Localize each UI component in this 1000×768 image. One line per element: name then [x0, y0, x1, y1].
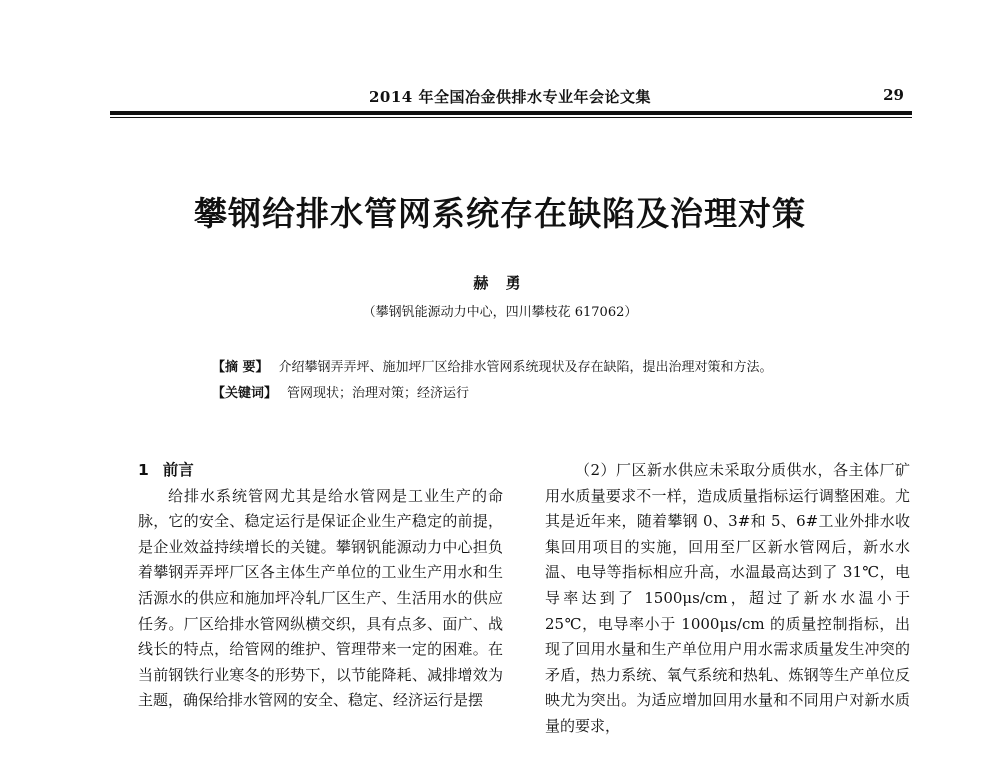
article-title: 攀钢给排水管网系统存在缺陷及治理对策 [194, 194, 806, 233]
abstract [212, 356, 773, 375]
abstract-text: 介绍攀钢弄弄坪、施加坪厂区给排水管网系统现状及存在缺陷，提出治理对策和方法。 [278, 360, 773, 375]
journal-title: 2014 年全国冶金供排水专业年会论文集 [369, 88, 651, 106]
abstract-label: 【摘 要】 [212, 360, 269, 375]
left-column [138, 458, 503, 714]
keywords-label: 【关键词】 [212, 386, 278, 401]
body-paragraph-left: 给排水系统管网尤其是给水管网是工业生产的命脉，它的安全、稳定运行是保证企业生产稳定的前提，是企业效益持续增长的关键。攀钢钒能源动力中心担负着攀钢弄弄坪厂区各主体生产单位的工业生产用水和生活源水的供应和施加坪冷轧厂区生产、生活用水的供应任务。厂区给排水管网纵横交织，具有点多、面广、战线长的特点，给管网的维护、管理带来一定的困难。在当前钢铁行业寒冬的形势下，以节能降耗、减排增效为主题，确保给排水管网的安全、稳定、经济运行是摆 [138, 486, 503, 710]
keywords-text: 管网现状；治理对策；经济运行 [287, 386, 470, 401]
author-affiliation: （攀钢钒能源动力中心，四川攀枝花 617062） [362, 305, 638, 320]
body-paragraph-right: （2）厂区新水供应未采取分质供水，各主体厂矿用水质量要求不一样，造成质量指标运行调整困难。尤其是近年来，随着攀钢 0、3#和 5、6#工业外排水收集回用项目的实施，回用至厂区新水管网后，新水水温、电导等指标相应升高，水温最高达到了 31℃，电导率达到了 1500μs/cm，超过了新水水温小于 25℃，电导率小于 1000μs/cm 的质量控制指标，出现了回用水量和生产单位用户用水需求质量发生冲突的矛盾，热力系统、氧气系统和热轧、炼钢等生产单位反映尤为突出。为适应增加回用水量和不同用户对新水质量的要求， [545, 461, 910, 735]
section-heading [138, 458, 503, 484]
section-title: 前言 [162, 461, 194, 479]
author-name: 赫 勇 [473, 274, 527, 292]
right-column [545, 458, 910, 740]
keywords [212, 382, 469, 401]
header-rule-thin [110, 117, 912, 118]
section-number: 1 [138, 461, 149, 479]
header-rule-thick [110, 111, 912, 115]
page-number: 29 [883, 86, 904, 104]
running-header [110, 84, 910, 108]
